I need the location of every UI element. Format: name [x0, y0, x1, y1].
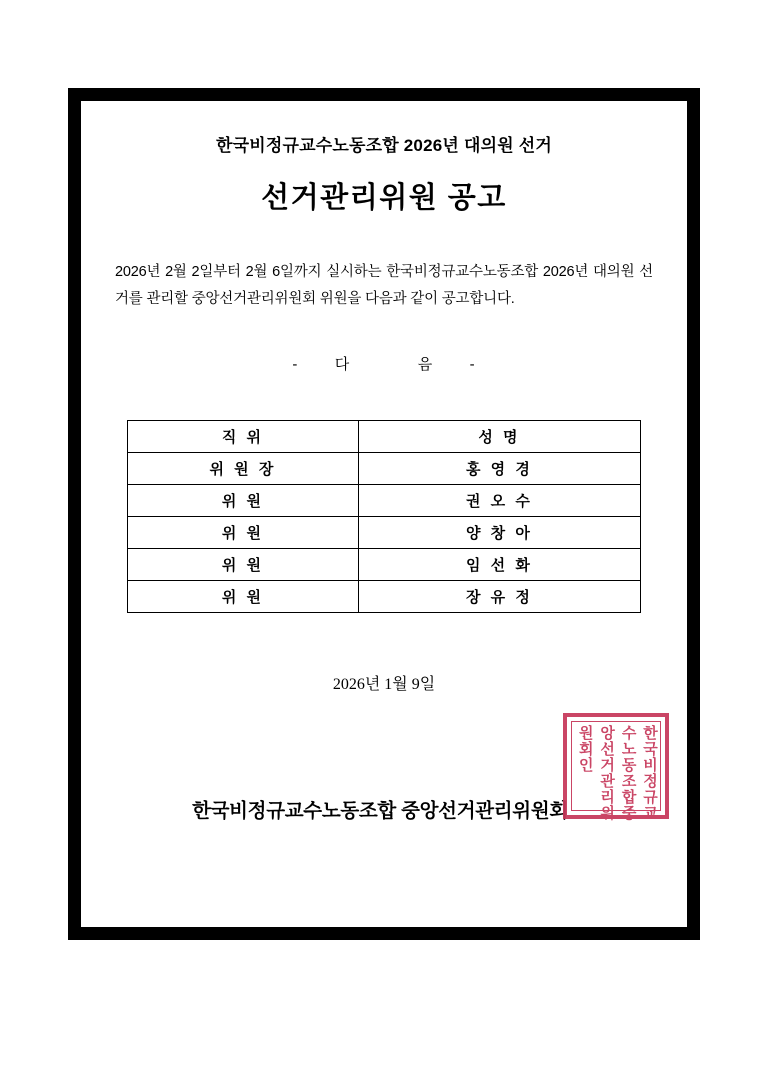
issue-date: 2026년 1월 9일: [332, 675, 436, 693]
marker-word-second: 음: [417, 355, 434, 373]
seal-inner-border: [571, 721, 661, 821]
table-row: [128, 484, 641, 516]
cell-name: 장 유 정: [358, 580, 640, 612]
seal-text-column: 앙선거관리위: [598, 725, 615, 821]
cell-position: 위 원 장: [128, 452, 359, 484]
signature-block: [81, 721, 687, 841]
issuing-organization: 한국비정규교수노동조합 중앙선거관리위원회: [192, 800, 568, 822]
document-subject-line: 한국비정규교수노동조합 2026년 대의원 선거: [216, 136, 552, 155]
marker-dash-right: -: [469, 355, 476, 373]
cell-position: 위 원: [128, 580, 359, 612]
cell-name: 임 선 화: [358, 548, 640, 580]
document-body-paragraph: 2026년 2월 2일부터 2월 6일까지 실시하는 한국비정규교수노동조합 2026년 대의원 선거를 관리할 중앙선거관리위원회 위원을 다음과 같이 공고합니다.: [115, 264, 653, 307]
table-row: [128, 548, 641, 580]
cell-position: 위 원: [128, 548, 359, 580]
seal-text-column: 한국비정규교: [640, 725, 657, 821]
document-border-frame: [68, 88, 700, 940]
cell-name: 권 오 수: [358, 484, 640, 516]
cell-position: 위 원: [128, 484, 359, 516]
committee-member-table: [127, 420, 641, 613]
cell-position: 위 원: [128, 516, 359, 548]
page-title: 선거관리위원 공고: [261, 182, 507, 214]
marker-word-first: 다: [334, 355, 351, 373]
seal-text-column: 원회인: [576, 725, 593, 773]
table-row: [128, 580, 641, 612]
column-header-name: 성 명: [358, 420, 640, 452]
table-header-row: [128, 420, 641, 452]
next-section-marker: [113, 353, 655, 374]
cell-name: 홍 영 경: [358, 452, 640, 484]
table-row: [128, 516, 641, 548]
column-header-position: 직 위: [128, 420, 359, 452]
committee-table-wrapper: [113, 420, 655, 613]
marker-dash-left: -: [292, 355, 299, 373]
document-content: [81, 101, 687, 927]
table-row: [128, 452, 641, 484]
official-seal-stamp: [563, 713, 669, 819]
cell-name: 양 창 아: [358, 516, 640, 548]
seal-text-column: 수노동조합중: [619, 725, 636, 821]
